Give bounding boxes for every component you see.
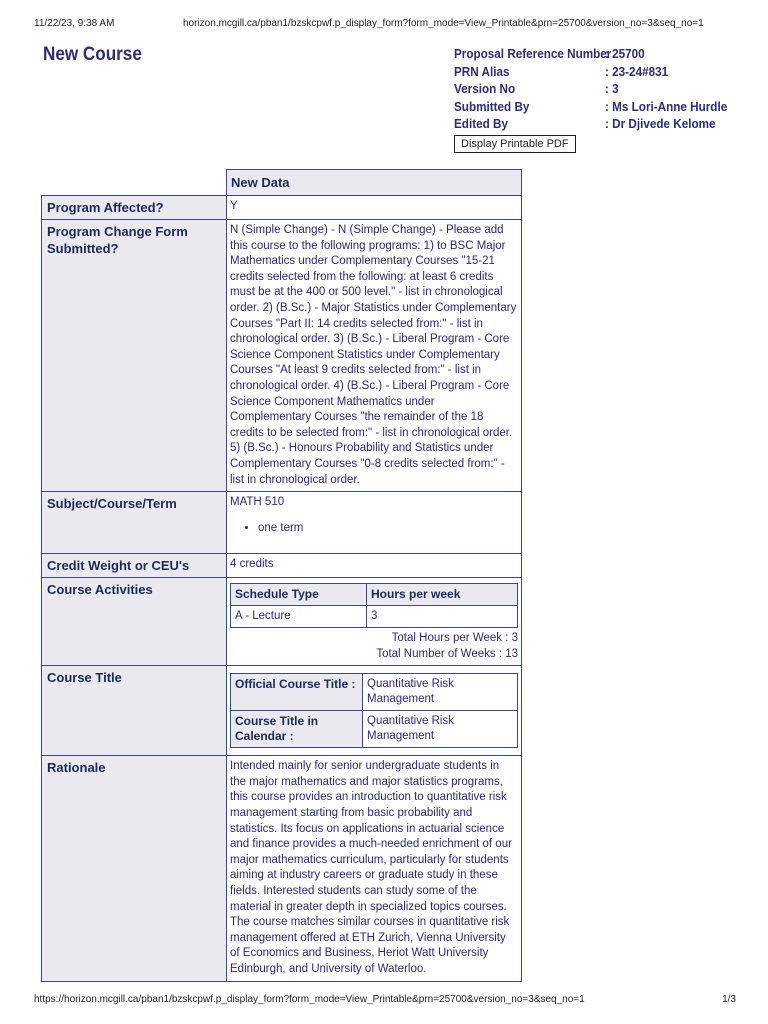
table-row bbox=[42, 220, 522, 492]
total-weeks: Total Number of Weeks : 13 bbox=[376, 647, 518, 660]
meta-row-submitted bbox=[454, 98, 741, 116]
official-title-label: Official Course Title : bbox=[231, 674, 363, 711]
schedule-table bbox=[230, 583, 518, 628]
row-value-activities bbox=[227, 578, 522, 666]
meta-value: : 23-24#831 bbox=[605, 63, 669, 79]
page-title: New Course bbox=[43, 44, 142, 65]
official-title-value: Quantitative Risk Management bbox=[363, 674, 518, 711]
schedule-type-cell: A - Lecture bbox=[231, 606, 367, 628]
table-corner bbox=[42, 170, 227, 196]
course-title-table bbox=[230, 673, 518, 748]
meta-row-edited bbox=[454, 115, 741, 133]
table-row bbox=[42, 196, 522, 220]
row-value-program-change: N (Simple Change) - N (Simple Change) - Please add this course to the following programs: 1) to BSC Major Mathematics under Complementary Courses "15-21 credits selected from the following: at least 6 credits must be at the 400 or 500 level." - list in chronological order. 2) (B.Sc.) - Major Statistics under Complementary Courses "Part II: 14 credits selected from:" - list in chronological order. 3) (B.Sc.) - Liberal Program - Core Science Component Statistics under Complementary Courses "At least 9 credits selected from:" - list in chronological order. 4) (B.Sc.) - Liberal Program - Core Science Component Mathematics under Complementary Courses "the remainder of the 18 credits to be selected from:" - list in chronological order. 5) (B.Sc.) - Honours Probability and Statistics under Complementary Courses "0-8 credits selected from:" - list in chronological order. bbox=[227, 220, 522, 492]
table-row bbox=[42, 666, 522, 756]
meta-label: Proposal Reference Number bbox=[454, 46, 612, 61]
display-printable-pdf-button[interactable]: Display Printable PDF bbox=[454, 135, 576, 153]
calendar-title-label: Course Title in Calendar : bbox=[231, 711, 363, 748]
meta-value: : 25700 bbox=[605, 46, 645, 61]
table-row bbox=[42, 578, 522, 666]
row-label-subject: Subject/Course/Term bbox=[42, 492, 227, 554]
hours-cell: 3 bbox=[367, 606, 518, 628]
page-indicator: 1/3 bbox=[722, 994, 736, 1005]
row-value-credit: 4 credits bbox=[227, 554, 522, 578]
table-row bbox=[42, 554, 522, 578]
row-label-course-title: Course Title bbox=[42, 666, 227, 756]
meta-label: Submitted By bbox=[454, 98, 530, 114]
table-row bbox=[231, 711, 518, 748]
schedule-type-header: Schedule Type bbox=[231, 584, 367, 606]
print-footer-url: https://horizon.mcgill.ca/pban1/bzskcpwf.p_display_form?form_mode=View_Printable&prn=25700&version_no=3&seq_no=1 bbox=[34, 994, 585, 1005]
meta-label: Version No bbox=[454, 81, 516, 96]
proposal-data-table bbox=[41, 169, 522, 982]
row-value-subject bbox=[227, 492, 522, 554]
table-row bbox=[231, 674, 518, 711]
meta-value: : Ms Lori-Anne Hurdle bbox=[605, 98, 728, 114]
total-hours: Total Hours per Week : 3 bbox=[391, 632, 518, 645]
meta-value: : Dr Djivede Kelome bbox=[605, 116, 716, 131]
row-label-credit: Credit Weight or CEU's bbox=[42, 554, 227, 578]
table-row bbox=[42, 756, 522, 981]
meta-label: Edited By bbox=[454, 116, 508, 131]
row-label-program-affected: Program Affected? bbox=[42, 196, 227, 220]
meta-value: : 3 bbox=[605, 81, 619, 96]
meta-row-version bbox=[454, 80, 741, 98]
row-value-program-affected: Y bbox=[227, 196, 522, 220]
activity-totals bbox=[230, 628, 518, 662]
subject-course-code: MATH 510 bbox=[230, 496, 285, 509]
calendar-title-value: Quantitative Risk Management bbox=[363, 711, 518, 748]
meta-label: PRN Alias bbox=[454, 63, 510, 79]
hours-per-week-header: Hours per week bbox=[367, 584, 518, 606]
table-row bbox=[231, 606, 518, 628]
row-label-activities: Course Activities bbox=[42, 578, 227, 666]
print-datetime: 11/22/23, 9:38 AM bbox=[34, 18, 115, 29]
term-item: • one term bbox=[258, 521, 518, 537]
column-header-new-data: New Data bbox=[227, 170, 522, 196]
row-value-course-title bbox=[227, 666, 522, 756]
table-row bbox=[42, 492, 522, 554]
row-value-rationale: Intended mainly for senior undergraduate students in the major mathematics and major statistics programs, this course provides an introduction to quantitative risk management starting from basic probability and statistics. Its focus on applications in actuarial science and finance provides a much-needed enrichment of our major mathematics curriculum, particularly for students aiming at industry careers or graduate study in these fields. Interested students can study some of the material in greater depth in specialized topics courses. The course matches similar courses in quantitative risk management offered at ETH Zurich, Vienna University of Economics and Business, Heriot Watt University Edinburgh, and University of Waterloo. bbox=[227, 756, 522, 981]
print-header-url: horizon.mcgill.ca/pban1/bzskcpwf.p_display_form?form_mode=View_Printable&prn=25700&version_no=3&seq_no=1 bbox=[183, 18, 704, 29]
proposal-meta bbox=[454, 45, 741, 133]
term-list bbox=[230, 521, 518, 537]
row-label-rationale: Rationale bbox=[42, 756, 227, 981]
row-label-program-change: Program Change Form Submitted? bbox=[42, 220, 227, 492]
meta-row-prn bbox=[454, 45, 741, 63]
meta-row-alias bbox=[454, 63, 741, 81]
